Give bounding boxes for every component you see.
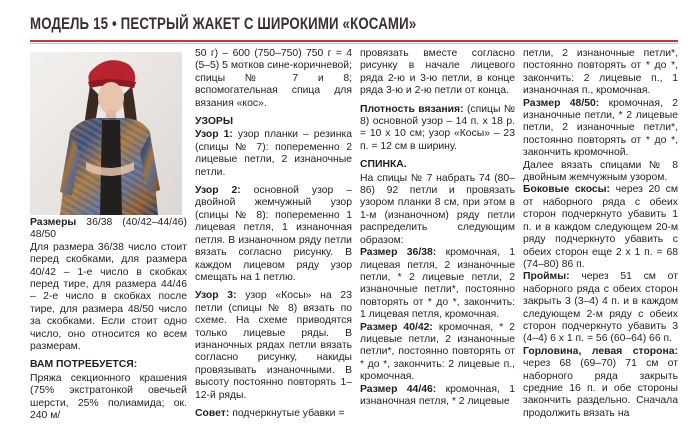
header-divider-shadow (30, 43, 678, 44)
page-header (0, 0, 700, 44)
neckline-left (523, 346, 678, 420)
tip (195, 408, 352, 420)
armholes-label: Проймы: (523, 271, 570, 283)
sizes-explanation: Для размера 36/38 число стоит перед скобками, для размера 40/42 – 1-е число в скобках перед тире, для размера 44/46 – 2-е число в скобках после тире, для размера 48/50 число за скобками. Если стоит одно число, оно относится ко всем размерам. (30, 241, 187, 353)
pattern-1-text: узор планки – резинка (спицы № 7): попеременно 2 лицевые петли, 2 изнаночные петли. (195, 129, 352, 178)
text-column-3 (360, 48, 515, 408)
size-44-46-label: Размер 44/46: (360, 383, 437, 395)
size-48-50-label: Размер 48/50: (523, 97, 600, 109)
side-bevels-text: через 20 см от наборного ряда с обеих сторон подчеркнуто убавить 1 п. и в каждом следующем 20-м ряду подчеркнуто убавить с обеих сторон еще 2 x 1 п. = 68 (74–80) 86 п. (523, 184, 678, 270)
tip-text: подчеркнутые убавки = (232, 407, 345, 419)
pattern-3-text: узор «Косы» на 23 петли (спицы № 8) вязать по схеме. На схеме приводятся только лицевые ряды. В изнаночных рядах петли вязать согласно рисунку, накиды провязывать изнаночными. В высоту постоянно повторять 1–12-й ряды. (195, 290, 352, 401)
size-40-42-text: кромочная, * 2 лицевые петли, 2 изнаночные петли*, постоянно повторять от * до *, закончить: 2 лицевые п., кромочная. (360, 321, 515, 383)
armholes (523, 271, 678, 345)
size-36-38-text: кромочная, 1 лицевая петля, 2 изнаночные петли, * 2 лицевые петли, 2 изнаночные петли*, постоянно повторять от * до *, закончить: 1 лицевая петля, кромочная. (360, 247, 515, 321)
text-column-1 (30, 48, 187, 429)
sizes-value: 36/38 (40/42–44/46) 48/50 (30, 217, 187, 241)
gauge (360, 104, 515, 154)
neckline-left-label: Горловина, левая сторона: (523, 345, 678, 357)
size-48-50 (523, 98, 678, 160)
text-column-4 (523, 48, 678, 420)
pattern-2 (195, 185, 352, 284)
size-40-42-label: Размер 40/42: (360, 321, 433, 333)
back-heading: СПИНКА. (360, 159, 407, 171)
yarn-continued: 50 г) – 600 (750–750) 750 г = 4 (5–5) 5 мотков сине-коричневой; спицы № 7 и 8; вспомогательная спица для вязания «кос». (195, 48, 352, 109)
size-44-46 (360, 384, 515, 409)
gauge-label: Плотность вязания: (360, 103, 464, 115)
size-48-50-text: кромочная, 2 изнаночные петли, * 2 лицевые петли, 2 изнаночные петли*, постоянно повторять от * до *, закончить кромочной. (523, 97, 678, 159)
further-instructions: Далее вязать спицами № 8 двойным жемчужным узором. (523, 159, 678, 184)
size-44-46-continued: петли, 2 изнаночные петли*, постоянно повторять от * до *, закончить: 2 лицевые п., 1 изнаночная п., кромочная. (523, 48, 678, 97)
tip-continued: провязать вместе согласно рисунку в начале лицевого ряда 2-ю и 3-ю петли, в конце ряда 3-ю и 2-ю петли от конца. (360, 48, 515, 97)
materials-heading: ВАМ ПОТРЕБУЕТСЯ: (30, 359, 138, 371)
patterns-heading: УЗОРЫ (195, 116, 234, 128)
pattern-3 (195, 290, 352, 402)
materials-text: Пряжа секционного крашения (75% экстратонкой овечьей шерсти, 25% полиамида; ок. 240 м/ (30, 372, 187, 422)
back-text: На спицы № 7 набрать 74 (80–86) 92 петли и провязать узором планки 8 см, при этом в 1-м (изнаночном) ряду петли распределить следующим образом: (360, 172, 515, 246)
side-bevels (523, 184, 678, 271)
size-44-46-text: кромочная, 1 изнаночная петля, * 2 лицевые (360, 383, 515, 407)
size-36-38-label: Размер 36/38: (360, 247, 437, 259)
tip-label: Совет: (195, 407, 230, 419)
page-title: МОДЕЛЬ 15 • ПЕСТРЫЙ ЖАКЕТ С ШИРОКИМИ «КОСАМИ» (30, 14, 417, 33)
size-36-38 (360, 247, 515, 321)
text-column-2 (195, 48, 352, 426)
side-bevels-label: Боковые скосы: (523, 184, 611, 196)
photo-spacer (30, 48, 187, 217)
size-40-42 (360, 322, 515, 384)
neckline-left-text: через 68 (69–70) 71 см от наборного ряда закрыть средние 16 п. и обе стороны закончить раздельно. Сначала продолжить вязать на (523, 358, 678, 419)
sizes-label: Размеры (30, 217, 77, 228)
gauge-text: (спицы № 8) основной узор – 14 п. x 18 р. = 10 x 10 см; узор «Косы» – 23 п. = 12 см в ширину. (360, 103, 516, 152)
sizes-line (30, 217, 187, 242)
pattern-1 (195, 129, 352, 179)
pattern-2-text: основной узор – двойной жемчужный узор (спицы № 8): попеременно 1 лицевая петля, 1 изнаночная петля. В изнаночном ряду петли вязать согласно рисунку. В каждом лицевом ряду узор смещать на 1 петлю. (195, 185, 353, 283)
header-divider (30, 40, 678, 42)
armholes-text: через 51 см от наборного ряда с обеих сторон закрыть 3 (3–4) 4 п. и в каждом следующем 2-м ряду с обеих сторон подчеркнуто убавить 3 (4–4) 6 x 1 п. = 56 (60–64) 66 п. (523, 271, 678, 345)
pattern-1-label: Узор 1: (195, 129, 233, 141)
pattern-3-label: Узор 3: (195, 290, 237, 302)
pattern-2-label: Узор 2: (195, 185, 241, 197)
